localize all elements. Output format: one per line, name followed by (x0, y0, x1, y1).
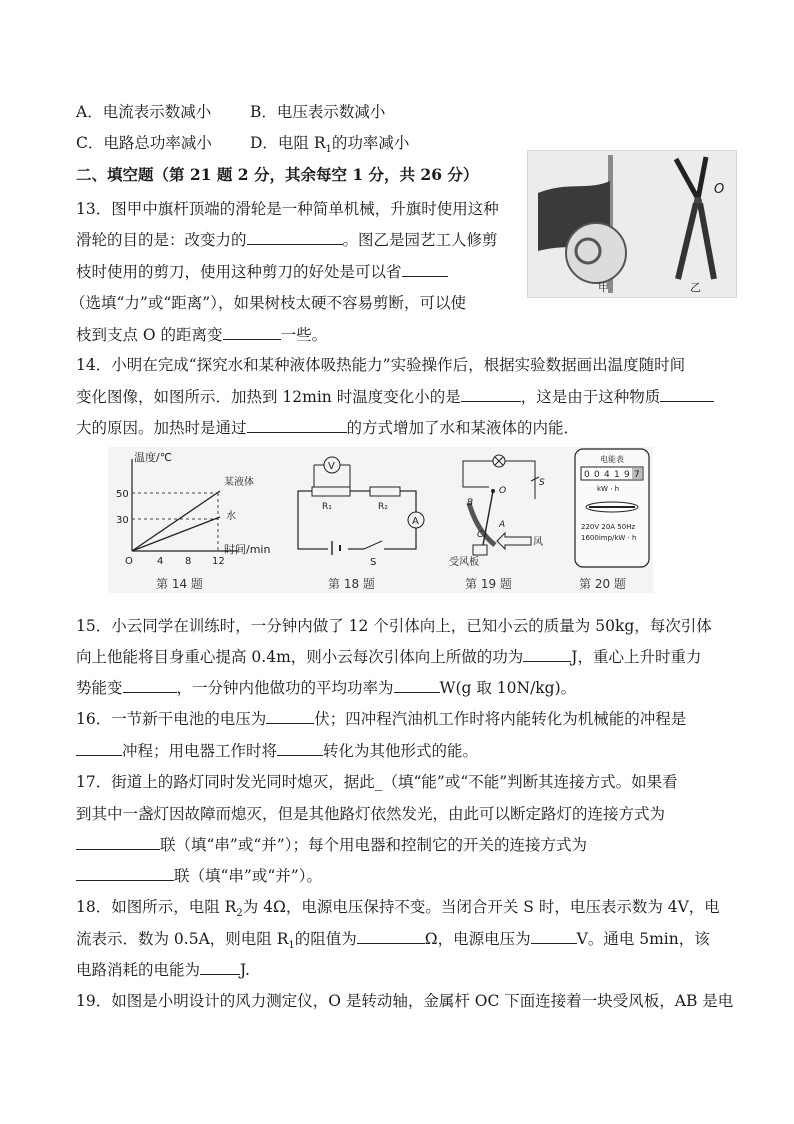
q14-blank1[interactable] (461, 387, 521, 402)
fig19-wire-left (463, 461, 493, 487)
fig20-digit-2: 4 (604, 470, 610, 480)
fig18-r2-label: R₂ (378, 502, 388, 512)
fig20-digit-5: 7 (634, 470, 640, 480)
q13-line5b: 一些。 (280, 326, 328, 344)
fig18-v-label: V (328, 461, 335, 472)
q15-blank2[interactable] (123, 678, 177, 693)
q18-line1-sub: 2 (236, 908, 243, 920)
q14-line2a: 变化图像，如图所示．加热到 12min 时温度变化小的是 (76, 388, 461, 406)
option-d-text: D．电阻 R (250, 134, 326, 152)
q17-line4 (76, 866, 322, 886)
option-d-sub: 1 (325, 144, 332, 156)
fig14-tick-30: 30 (116, 515, 129, 526)
q18-line1 (76, 897, 720, 924)
q14-blank3[interactable] (247, 418, 347, 433)
q13-line5a: 枝到支点 O 的距离变 (76, 326, 223, 344)
q14-line2b: ，这是由于这种物质 (520, 388, 661, 406)
fig13-label-yi: 乙 (690, 281, 701, 294)
fig18-r2 (370, 487, 400, 496)
q18-line3 (76, 960, 250, 980)
fig19-o-label: O (499, 486, 507, 496)
fig13-label-o: O (714, 182, 725, 197)
q13-blank2[interactable] (402, 262, 448, 277)
q18-line2-sub: 1 (288, 940, 295, 952)
fig14-xlabel: 时间/min (224, 543, 271, 556)
fig14-tick-8: 8 (185, 556, 192, 567)
fig14-origin: O (125, 556, 133, 567)
fig19-wire-right (505, 461, 535, 499)
option-c: C．电路总功率减小 (76, 134, 212, 152)
q16-line2a: 冲程；用电器工作时将 (122, 742, 278, 760)
fig13-label-jia: 甲 (598, 281, 609, 294)
q18-blank3[interactable] (200, 960, 240, 975)
fig18-battery-gap (328, 543, 348, 555)
fig18-circuit (288, 447, 438, 572)
q15-line2 (76, 647, 702, 667)
q13-line1: 13．图甲中旗杆顶端的滑轮是一种简单机械，升旗时使用这种 (76, 200, 499, 218)
fig19-pivot (491, 489, 495, 493)
q16-line1b: 伏；四冲程汽油机工作时将内能转化为机械能的冲程是 (314, 710, 687, 728)
q18-line2b: 的阻值为 (294, 930, 357, 948)
q13-blank1[interactable] (247, 230, 343, 245)
fig19-b-label: B (467, 498, 474, 508)
fig14-series-liquid (132, 491, 220, 551)
q16-blank3[interactable] (277, 741, 323, 756)
fig14-tick-12: 12 (212, 556, 225, 567)
fig14-graph (108, 447, 280, 572)
q18-line1b: 为 4Ω，电源电压保持不变。当闭合开关 S 时，电压表示数为 4V，电 (242, 898, 720, 916)
fig14-series-water (132, 517, 220, 551)
q13-line3 (76, 262, 448, 282)
fig20-unit: kW · h (597, 485, 620, 493)
q17-line1: 17．街道上的路灯同时发光同时熄灭，据此_（填“能”或“不能”判断其连接方式。如果看 (76, 773, 678, 791)
q17-blank2[interactable] (76, 866, 174, 881)
fig20-digit-0: 0 (584, 470, 590, 480)
q17-line2: 到其中一盏灯因故障而熄灭，但是其他路灯依然发光，由此可以断定路灯的连接方式为 (76, 805, 666, 823)
q19-line1: 19．如图是小明设计的风力测定仪，O 是转动轴，金属杆 OC 下面连接着一块受风板，AB 是电 (76, 992, 734, 1010)
q16-line1 (76, 709, 686, 729)
fig14 (108, 447, 280, 593)
fig20-digit-1: 0 (594, 470, 600, 480)
fig20-caption: 第 20 题 (579, 577, 626, 591)
q13-blank4[interactable] (223, 325, 281, 340)
q16-blank1[interactable] (266, 709, 314, 724)
q16-line2b: 转化为其他形式的能。 (323, 742, 479, 760)
q17-line3-text: 联（填“串”或“并”）；每个用电器和控制它的开关的连接方式为 (160, 836, 587, 854)
q16-line1a: 16．一节新干电池的电压为 (76, 710, 267, 728)
q13-line2 (76, 230, 498, 250)
fig19-board (473, 545, 487, 555)
fig19-c-label: C (477, 530, 484, 540)
option-d (250, 133, 409, 160)
figures-row (108, 447, 653, 593)
q17-line3 (76, 835, 587, 855)
option-a: A．电流表示数减小 (76, 103, 212, 121)
q17-line4-text: 联（填“串”或“并”）。 (174, 867, 322, 885)
q16-line2 (76, 741, 478, 761)
q18-line3b: J. (240, 961, 250, 979)
option-b: B．电压表示数减小 (250, 103, 386, 121)
fig20-meter (571, 447, 653, 572)
fig14-tick-50: 50 (116, 489, 129, 500)
q15-line3b: ，一分钟内他做功的平均功率为 (176, 679, 394, 697)
section2-title: 二、填空题（第 21 题 2 分，其余每空 1 分，共 26 分） (76, 165, 479, 184)
fig18 (288, 447, 438, 593)
q18-line2c: Ω，电源电压为 (424, 930, 531, 948)
q15-line2a: 向上他能将目身重心提高 0.4m，则小云每次引体向上所做的功为 (76, 648, 524, 666)
option-d-post: 的功率减小 (331, 134, 410, 152)
fig14-tick-4: 4 (157, 556, 164, 567)
fig19-wind-arrow (497, 533, 531, 549)
q15-line1: 15．小云同学在训练时，一分钟内做了 12 个引体向上，已知小云的质量为 50kg，每次引体 (76, 617, 712, 635)
fig19-caption: 第 19 题 (465, 577, 512, 591)
fig19 (443, 447, 553, 593)
q13-line4: （选填“力”或“距离”），如果树枝太硬不容易剪断，可以使 (70, 294, 466, 312)
fig19-device (443, 447, 553, 572)
q15-line3c: W(g 取 10N/kg)。 (439, 679, 577, 697)
q18-blank1[interactable] (357, 929, 425, 944)
q15-blank1[interactable] (523, 647, 571, 662)
fig14-ylabel: 温度/℃ (134, 451, 173, 464)
fig14-caption: 第 14 题 (156, 577, 203, 591)
fig14-series1-label: 某液体 (224, 477, 254, 488)
q18-line2d: V。通电 5min，该 (576, 930, 710, 948)
fig14-series2-label: 水 (226, 511, 236, 522)
q13-figure-photo (527, 150, 737, 298)
fig20-title: 电能表 (600, 455, 624, 464)
q15-line3 (76, 678, 576, 698)
fig20-digit-4: 9 (624, 470, 630, 480)
fig20-spec2: 1600imp/kW · h (581, 534, 637, 542)
q15-line3a: 势能变 (76, 679, 123, 697)
q15-blank3[interactable] (394, 678, 440, 693)
fig19-wind-label: 风 (533, 537, 543, 548)
q13-line2a: 滑轮的目的是：改变力的 (76, 231, 247, 249)
q14-line3 (76, 418, 579, 438)
q14-blank2[interactable] (660, 387, 714, 402)
q16-blank2[interactable] (76, 741, 122, 756)
q13-line3-text: 枝时使用的剪刀，使用这种剪刀的好处是可以省 (76, 263, 402, 281)
q18-line1a: 18．如图所示，电阻 R (76, 898, 237, 916)
fig18-a-label: A (412, 516, 419, 527)
q18-line3a: 电路消耗的电能为 (76, 961, 201, 979)
q18-line2a: 流表示．数为 0.5A，则电阻 R (76, 930, 289, 948)
q17-blank1[interactable] (76, 835, 160, 850)
fig18-s-label: S (370, 557, 377, 568)
fig20 (571, 447, 653, 593)
q18-blank2[interactable] (531, 929, 577, 944)
q14-line2 (76, 387, 714, 407)
fig20-spec1: 220V 20A 50Hz (581, 523, 636, 531)
q13-line2b: 。图乙是园艺工人修剪 (342, 231, 498, 249)
q13-figure-svg (528, 151, 736, 297)
q14-line3a: 大的原因。加热时是通过 (76, 419, 247, 437)
q14-line1: 14．小明在完成“探究水和某种液体吸热能力”实验操作后，根据实验数据画出温度随时间 (76, 356, 686, 374)
fig20-digits (581, 467, 643, 480)
fig18-r1-label: R₁ (322, 502, 332, 512)
fig19-s-label: S (539, 478, 545, 488)
q14-line3b: 的方式增加了水和某液体的内能． (346, 419, 580, 437)
fig18-r1 (312, 487, 350, 496)
fig20-digit-3: 1 (614, 470, 620, 480)
fig18-caption: 第 18 题 (328, 577, 375, 591)
fig19-a-label: A (499, 520, 506, 530)
fig18-wire-loop (298, 491, 416, 549)
fig19-board-label: 受风板 (449, 557, 479, 568)
q18-line2 (76, 929, 710, 956)
q13-line5 (76, 325, 327, 345)
q15-line2b: J，重心上升时重力 (571, 648, 702, 666)
